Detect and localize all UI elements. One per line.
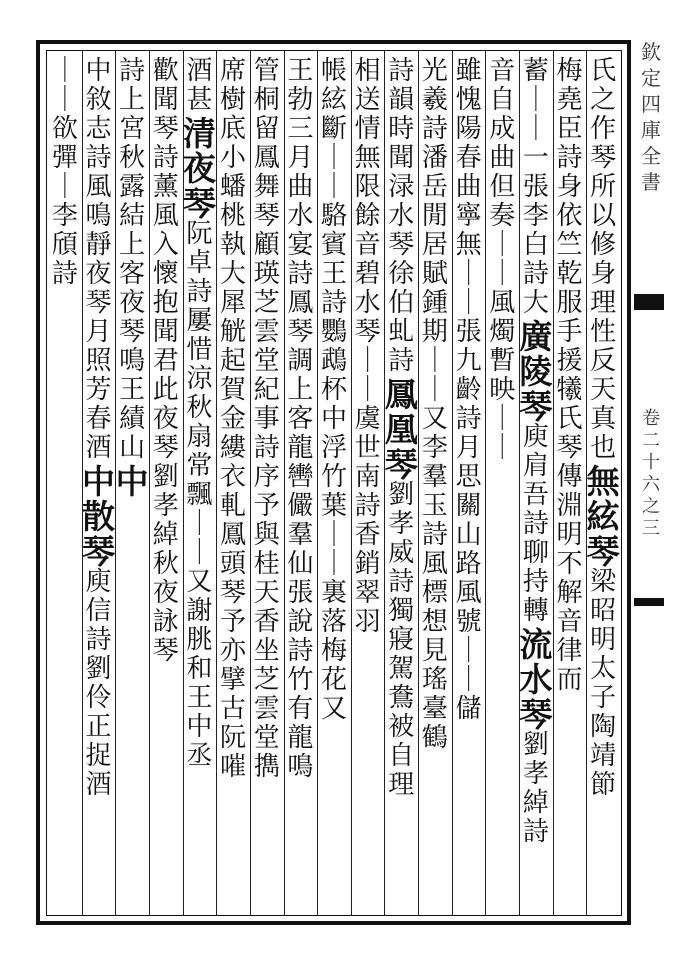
text-column: 音 自 成 曲 但 奏 ｜ ｜ 風 燭 暫 映 ｜ ｜	[489, 56, 516, 463]
fishtail-mark-top	[634, 294, 664, 310]
text-column: 帳 絃 斷 ｜ ｜ 駱 賓 王 詩 鸚 鵡 杯 中 浮 竹 葉 ｜ ｜ 裏 落 梅 花 又	[320, 56, 347, 724]
text-column: 詩 韻 時 聞 渌 水 琴 徐 伯 虬 詩 鳳 凰 琴 劉 孝 威 詩 獨 寢 駕 鴦 被 自 理	[384, 56, 418, 800]
text-column: 歡 聞 琴 詩 薰 風 入 懷 抱 聞 君 此 夜 琴 劉 孝 綽 秋 夜 詠 琴	[152, 56, 179, 666]
text-column: 酒 甚 清 夜 琴 阮 卓 詩 屢 惜 涼 秋 扇 常 飄 ｜ ｜ 又 謝 朓 和 王 中 丞	[182, 56, 216, 771]
text-column: ｜ ｜ 欲 彈 ｜ 李 頎 詩	[51, 56, 78, 289]
text-column: 詩 上 宮 秋 露 結 上 客 夜 琴 鳴 王 績 山 中	[115, 56, 149, 501]
margin-title: 欽 定 四 庫 全 書	[641, 40, 661, 194]
text-column: 梅 堯 臣 詩 身 依 竺 乾 服 手 援 犧 氏 琴 傳 淵 明 不 解 音 律 而	[556, 56, 583, 695]
text-column: 雖 愧 陽 春 曲 寧 無 ｜ ｜ 張 九 齡 詩 月 思 關 山 路 風 號 ｜ ｜ 儲	[455, 56, 482, 724]
margin-juan: 卷 二 十 六 之 三	[642, 408, 660, 539]
text-column: 光 羲 詩 潘 岳 閒 居 賦 鍾 期 ｜ ｜ 又 李 羣 玉 詩 風 標 想 見 瑤 臺 鶴	[421, 56, 448, 753]
text-column: 王 勃 三 月 曲 水 宴 詩 鳳 琴 調 上 客 龍 轡 儼 羣 仙 張 說 詩 竹 有 龍 鳴	[287, 56, 314, 782]
fishtail-mark-bottom	[634, 598, 664, 606]
text-column: 中 敘 志 詩 風 鳴 靜 夜 琴 月 照 芳 春 酒 中 散 琴 庾 信 詩 劉 伶 正 捉 酒	[81, 56, 115, 800]
text-column: 蓄 ｜ ｜ 一 張 李 白 詩 大 廣 陵 琴 庾 肩 吾 詩 聊 持 轉 流 水 琴 劉 孝 綽 詩	[519, 56, 553, 847]
text-column: 相 送 情 無 限 餘 音 碧 水 琴 ｜ ｜ 虞 世 南 詩 香 銷 翠 羽	[354, 56, 381, 637]
text-column: 席 樹 底 小 蟠 桃 執 大 犀 觥 起 賀 金 縷 衣 軋 鳳 頭 琴 予 亦 擘 古 阮 嗺	[220, 56, 247, 782]
text-column: 氏 之 作 琴 所 以 修 身 理 性 反 天 真 也 無 絃 琴 梁 昭 明 太 子 陶 靖 節	[586, 56, 620, 800]
text-column: 管 桐 留 鳳 舞 琴 顧 瑛 芝 雲 堂 紀 事 詩 序 予 與 桂 天 香 坐 芝 雲 堂 擕	[253, 56, 280, 782]
